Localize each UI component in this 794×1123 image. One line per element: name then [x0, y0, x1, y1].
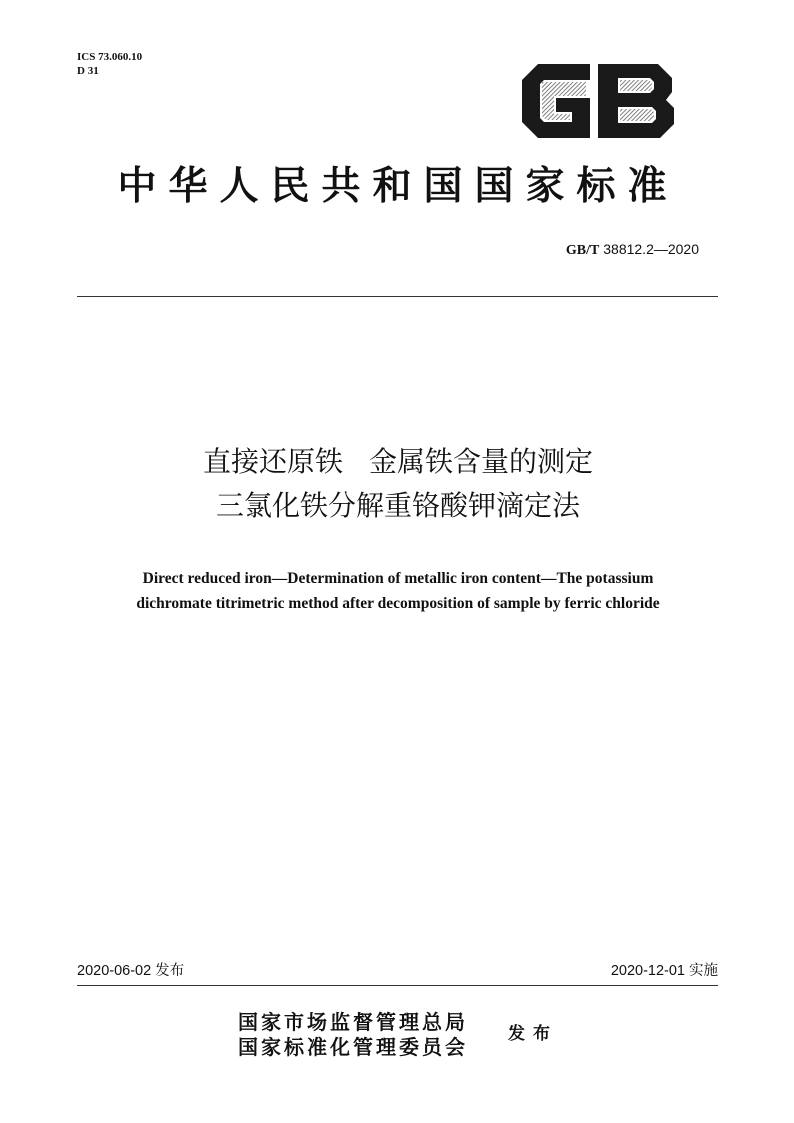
- standard-code: 38812.2—2020: [599, 241, 699, 257]
- issuer-action: 发布: [508, 1024, 558, 1044]
- chinese-title-line-1: [60, 440, 736, 484]
- english-title-line-2: dichromate titrimetric method after decomposition of sample by ferric chloride: [136, 595, 660, 612]
- chinese-title-subject: 直接还原铁: [202, 445, 343, 478]
- classification-codes: [77, 50, 142, 78]
- top-divider: [77, 296, 718, 297]
- implement-date-group: [611, 962, 718, 980]
- issue-date: 2020-06-02: [77, 963, 152, 979]
- issue-date-group: [77, 962, 184, 980]
- issuer-sac: 国家标准化管理委员会: [238, 1035, 468, 1059]
- chinese-title: [60, 440, 736, 528]
- ics-code: ICS 73.060.10: [77, 51, 143, 63]
- gb-logo: [518, 60, 678, 142]
- bottom-divider: [77, 985, 718, 986]
- standard-number: [566, 240, 699, 260]
- issue-label: 发布: [155, 963, 185, 979]
- implement-label: 实施: [689, 963, 718, 979]
- country-standard-title: 中华人民共和国国家标准: [117, 163, 679, 209]
- chinese-title-line-2: 三氯化铁分解重铬酸钾滴定法: [215, 489, 580, 522]
- issuing-authorities: [238, 1010, 468, 1060]
- issuer-samr: 国家市场监督管理总局: [238, 1010, 468, 1034]
- ccs-code: D 31: [77, 65, 99, 77]
- chinese-title-topic: 金属铁含量的测定: [369, 445, 594, 478]
- implement-date: 2020-12-01: [610, 963, 685, 979]
- english-title-line-1: Direct reduced iron—Determination of metallic iron content—The potassium: [142, 570, 654, 587]
- standard-prefix: GB/T: [565, 243, 600, 258]
- english-title: [60, 566, 736, 616]
